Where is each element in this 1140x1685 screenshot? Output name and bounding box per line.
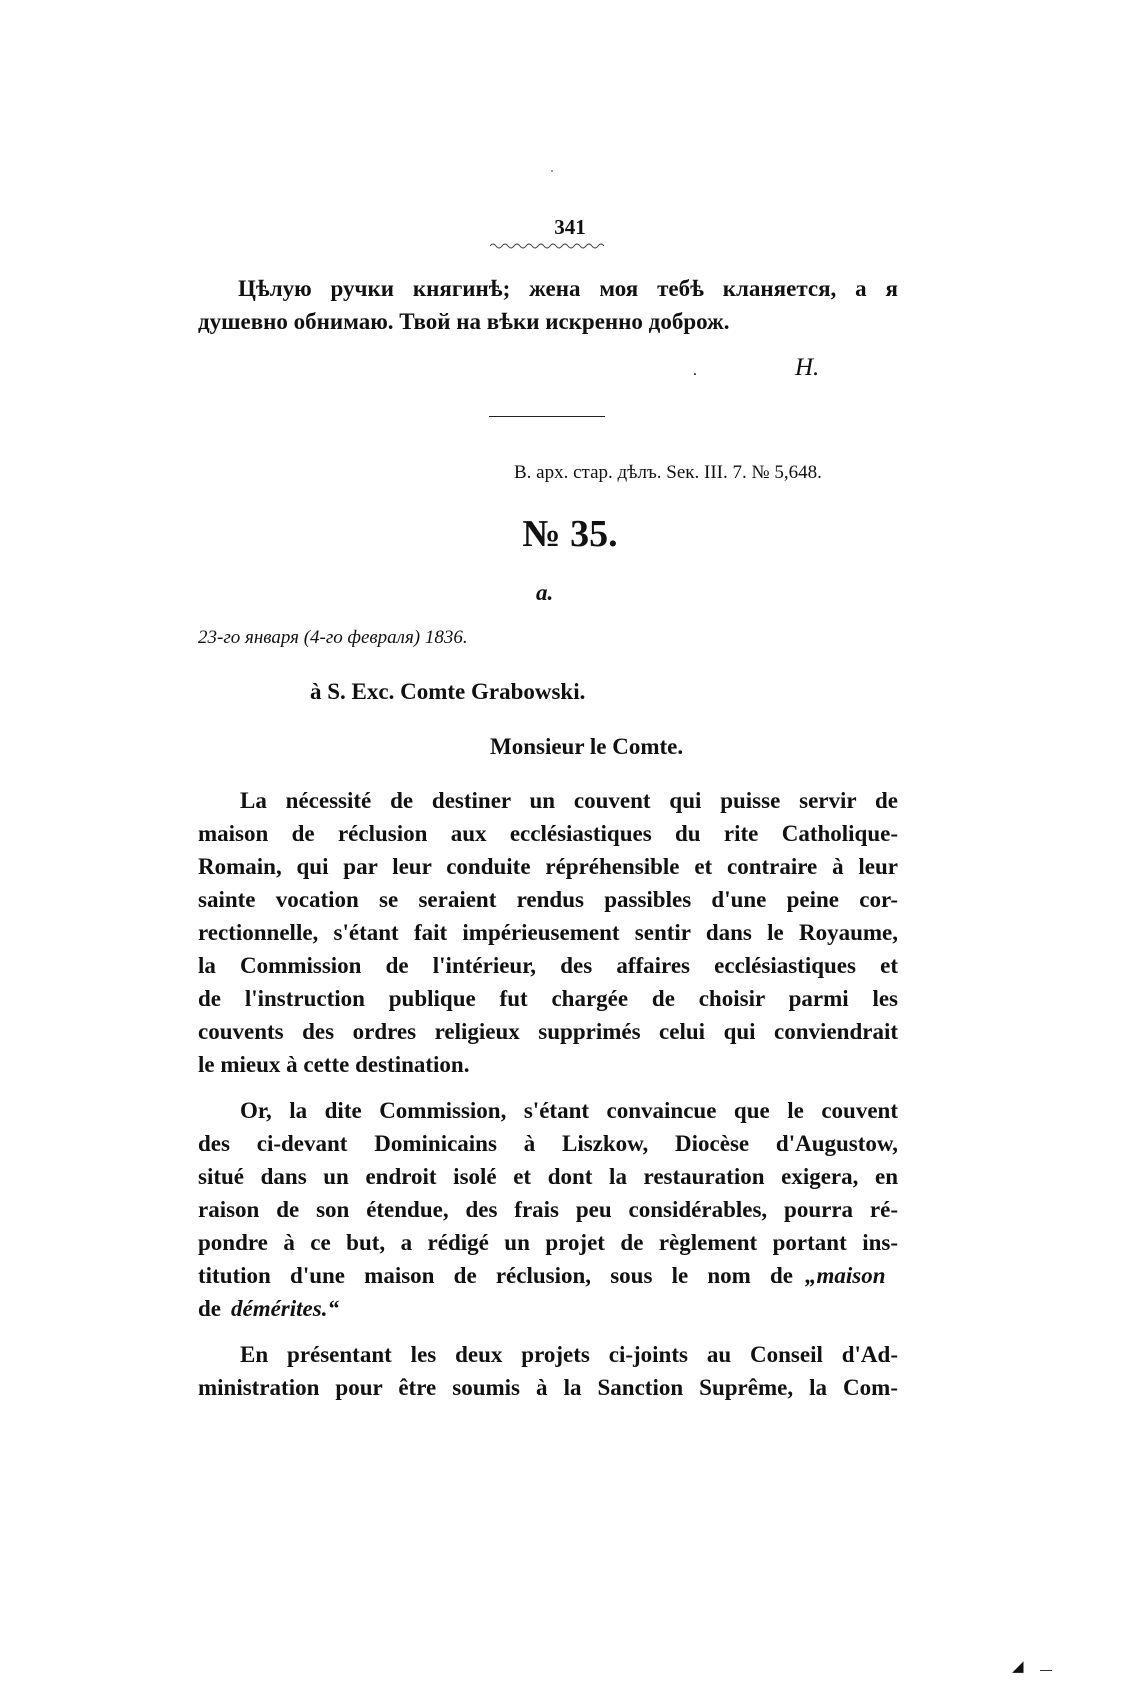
- body-line: pondre à ce but, a rédigé un projet de règlement portant ins-: [198, 1230, 898, 1255]
- addressee: à S. Exc. Comte Grabowski.: [310, 679, 586, 704]
- archive-reference: В. арх. стар. дѣлъ. Sек. III. 7. № 5,648.: [514, 462, 822, 483]
- document-number: № 35.: [522, 513, 618, 555]
- body-line: de l'instruction publique fut chargée de choisir parmi les: [198, 986, 898, 1011]
- body-line: le mieux à cette destination.: [198, 1052, 470, 1077]
- emphasis-demerites: démérites.“: [231, 1296, 339, 1321]
- body-line: En présentant les deux projets ci-joints au Conseil d'Ad-: [240, 1342, 898, 1367]
- body-line: ministration pour être soumis à la Sanction Suprême, la Com-: [198, 1375, 898, 1400]
- body-line: titution d'une maison de réclusion, sous le nom de: [198, 1263, 793, 1288]
- signature: Н.: [795, 354, 820, 381]
- stray-dot: .: [693, 362, 697, 379]
- scan-speck: [551, 170, 553, 172]
- russian-closing-line-2: душевно обнимаю. Твой на вѣки искренно доброж.: [198, 309, 730, 334]
- letter-date: 23-го января (4-го февраля) 1836.: [198, 627, 468, 648]
- decorative-wavy-rule: [490, 242, 608, 250]
- body-line: de: [198, 1296, 221, 1321]
- russian-closing-line-1: Цѣлую ручки княгинѣ; жена моя тебѣ кланяется, а я: [238, 276, 898, 301]
- body-line: maison de réclusion aux ecclésiastiques du rite Catholique-: [198, 821, 898, 846]
- scan-corner-dash: [1040, 1670, 1052, 1671]
- body-line: La nécessité de destiner un couvent qui puisse servir de: [240, 788, 898, 813]
- page-number: 341: [554, 215, 586, 239]
- body-line: rectionnelle, s'étant fait impérieusement sentir dans le Royaume,: [198, 920, 898, 945]
- body-line: couvents des ordres religieux supprimés celui qui conviendrait: [198, 1019, 898, 1044]
- body-line: des ci-devant Dominicains à Liszkow, Diocèse d'Augustow,: [198, 1131, 898, 1156]
- body-line: sainte vocation se seraient rendus passibles d'une peine cor-: [198, 887, 898, 912]
- body-line: Or, la dite Commission, s'étant convaincue que le couvent: [240, 1098, 898, 1123]
- body-line: raison de son étendue, des frais peu considérables, pourra ré-: [198, 1197, 898, 1222]
- body-line: la Commission de l'intérieur, des affaires ecclésiastiques et: [198, 953, 898, 978]
- sub-letter: a.: [536, 580, 554, 605]
- section-divider: [489, 416, 605, 417]
- body-line: Romain, qui par leur conduite répréhensible et contraire à leur: [198, 854, 898, 879]
- salutation: Monsieur le Comte.: [490, 734, 684, 759]
- emphasis-maison: „maison: [805, 1263, 886, 1288]
- body-line: situé dans un endroit isolé et dont la restauration exigera, en: [198, 1164, 898, 1189]
- scan-corner-mark: ◢: [1012, 1659, 1024, 1675]
